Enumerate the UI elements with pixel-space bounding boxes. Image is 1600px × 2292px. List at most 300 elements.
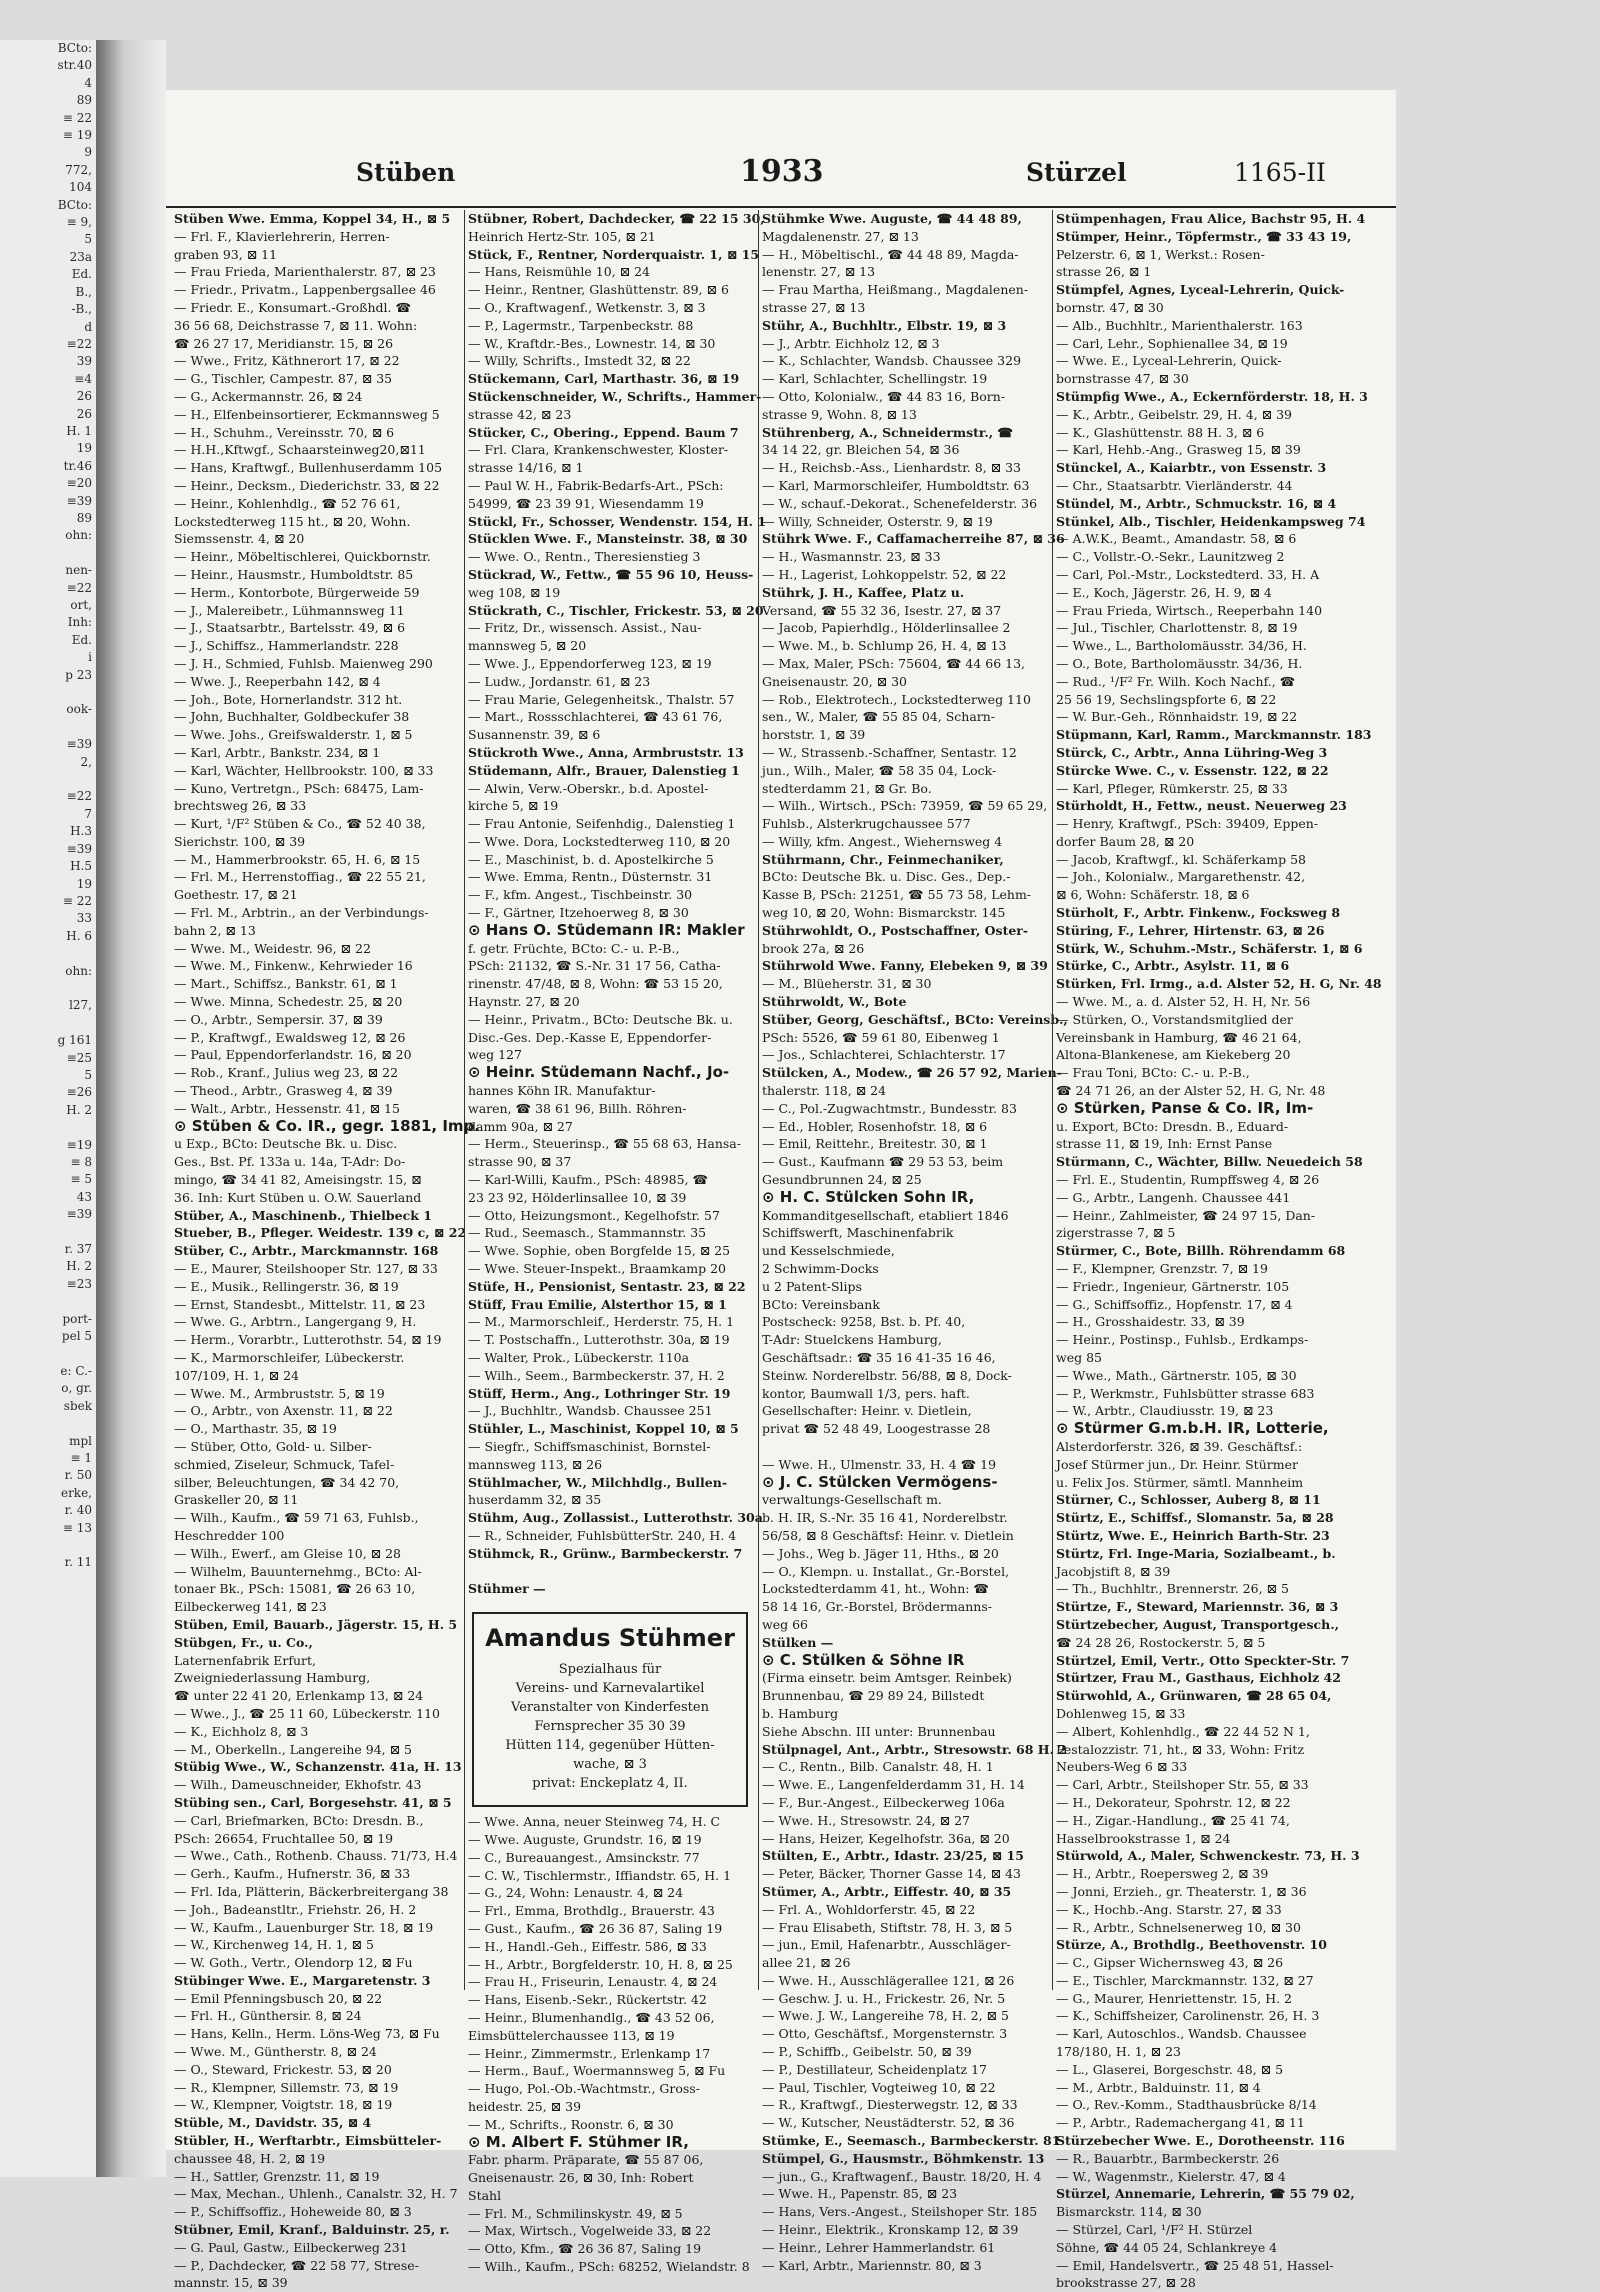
directory-entry-line: — H., Dekorateur, Spohrstr. 12, ⊠ 22 bbox=[1056, 1794, 1291, 1810]
directory-entry-line: — J., Malereibetr., Lühmannsweg 11 bbox=[174, 602, 405, 618]
directory-entry-line: mingo, ☎ 34 41 82, Ameisingstr. 15, ⊠ bbox=[174, 1172, 422, 1188]
directory-entry-line: mannsweg 113, ⊠ 26 bbox=[468, 1456, 603, 1472]
directory-entry-line: Eimsbüttelerchaussee 113, ⊠ 19 bbox=[468, 2027, 675, 2043]
previous-page-fragment bbox=[0, 719, 96, 736]
directory-entry-line: — Wwe. E., Langenfelderdamm 31, H. 14 bbox=[762, 1777, 1025, 1793]
directory-entry-line: — Wwe. Steuer-Inspekt., Braamkamp 20 bbox=[468, 1261, 726, 1277]
directory-entry-line: thalerstr. 118, ⊠ 24 bbox=[762, 1083, 887, 1099]
directory-entry-line: Stürk, W., Schuhm.-Mstr., Schäferstr. 1, ⊠ 6 bbox=[1056, 940, 1363, 956]
directory-entry-line: — Frl. M., Herrenstoffiag., ☎ 22 55 21, bbox=[174, 869, 426, 885]
directory-entry-line: — Rob., Elektrotech., Lockstedterweg 110 bbox=[762, 691, 1031, 707]
previous-page-fragment: 2, bbox=[80, 754, 92, 769]
directory-entry-line: Siehe Abschn. III unter: Brunnenbau bbox=[762, 1723, 996, 1739]
directory-entry-line: — K., Hochb.-Ang. Starstr. 27, ⊠ 33 bbox=[1056, 1901, 1282, 1917]
directory-entry-line: — E., Musik., Rellingerstr. 36, ⊠ 19 bbox=[174, 1278, 399, 1294]
directory-entry-line: Stührenberg, A., Schneidermstr., ☎ bbox=[762, 424, 1013, 440]
directory-entry-line: — P., Dachdecker, ☎ 22 58 77, Strese- bbox=[174, 2257, 419, 2273]
directory-entry-line: f. getr. Früchte, BCto: C.- u. P.-B., bbox=[468, 940, 680, 956]
directory-entry-line: — Kuno, Vertretgn., PSch: 68475, Lam- bbox=[174, 780, 424, 796]
directory-entry-line: Stühler, L., Maschinist, Koppel 10, ⊠ 5 bbox=[468, 1421, 739, 1437]
directory-entry-line: Heinrich Hertz-Str. 105, ⊠ 21 bbox=[468, 228, 656, 244]
directory-entry-line: Heschredder 100 bbox=[174, 1527, 285, 1543]
directory-entry-line: — W. Bur.-Geh., Rönnhaidstr. 19, ⊠ 22 bbox=[1056, 709, 1298, 725]
previous-page-fragment: ≡ 22 bbox=[62, 110, 92, 125]
directory-entry-line: — Wwe. Dora, Lockstedterweg 110, ⊠ 20 bbox=[468, 833, 731, 849]
directory-entry-line: — P., Schiffb., Geibelstr. 50, ⊠ 39 bbox=[762, 2044, 972, 2060]
directory-entry-line: — Karl, Marmorschleifer, Humboldtstr. 63 bbox=[762, 477, 1030, 493]
directory-entry-line: — Max, Wirtsch., Vogelweide 33, ⊠ 22 bbox=[468, 2223, 712, 2239]
directory-entry-line: rinenstr. 47/48, ⊠ 8, Wohn: ☎ 53 15 20, bbox=[468, 976, 723, 992]
previous-page-fragment: H.3 bbox=[70, 824, 92, 839]
previous-page-fragment: ≡19 bbox=[66, 1137, 92, 1152]
directory-entry-line: Stümpel, G., Hausmstr., Böhmkenstr. 13 bbox=[762, 2150, 1045, 2166]
directory-entry-line: — Friedr., Ingenieur, Gärtnerstr. 105 bbox=[1056, 1278, 1290, 1294]
directory-entry-line: graben 93, ⊠ 11 bbox=[174, 246, 278, 262]
directory-entry-line: — Frl. Ida, Plätterin, Bäckerbreitergang 38 bbox=[174, 1883, 449, 1899]
directory-entry-line: Jacobjstift 8, ⊠ 39 bbox=[1056, 1563, 1171, 1579]
directory-entry-line: Versand, ☎ 55 32 36, Isestr. 27, ⊠ 37 bbox=[762, 602, 1002, 618]
directory-entry-line: — H., Wasmannstr. 23, ⊠ 33 bbox=[762, 549, 941, 565]
previous-page-fragment: p 23 bbox=[65, 667, 92, 682]
advertisement-line: Spezialhaus für bbox=[558, 1662, 662, 1678]
directory-entry-line: — Hans, Eisenb.-Sekr., Rückertstr. 42 bbox=[468, 1992, 707, 2008]
previous-page-fragment: ≡39 bbox=[66, 1207, 92, 1222]
directory-entry-line: 25 56 19, Sechslingspforte 6, ⊠ 22 bbox=[1056, 691, 1277, 707]
previous-page-fragment: BCto: bbox=[57, 197, 92, 212]
previous-page-fragment: r. 40 bbox=[64, 1503, 92, 1518]
directory-entry-line: Stübgen, Fr., u. Co., bbox=[174, 1634, 313, 1650]
previous-page-fragment: H. 2 bbox=[66, 1259, 92, 1274]
previous-page-fragment: 43 bbox=[76, 1189, 92, 1204]
directory-entry-line: — Wwe. M., a. d. Alster 52, H. H, Nr. 56 bbox=[1056, 994, 1311, 1010]
directory-entry-line: Stühmke Wwe. Auguste, ☎ 44 48 89, bbox=[762, 211, 1022, 226]
directory-entry-line: — C., Bureauangest., Amsinckstr. 77 bbox=[468, 1849, 700, 1865]
previous-page-fragment: str.40 bbox=[57, 58, 92, 73]
directory-entry-line: — Wwe. G., Arbtrn., Langergang 9, H. bbox=[174, 1314, 417, 1330]
directory-entry-line: — K., Schiffsheizer, Carolinenstr. 26, H. 3 bbox=[1056, 2008, 1320, 2024]
directory-entry-line: Kasse B, PSch: 21251, ☎ 55 73 58, Lehm- bbox=[762, 887, 1032, 903]
directory-entry-line: — T. Postschaffn., Lutterothstr. 30a, ⊠ 19 bbox=[468, 1332, 730, 1348]
directory-entry-line: — Johs., Weg b. Jäger 11, Hths., ⊠ 20 bbox=[762, 1545, 999, 1561]
directory-entry-line: — Frl. H., Günthersir. 8, ⊠ 24 bbox=[174, 2008, 362, 2024]
directory-entry-line: — Karl, Arbtr., Mariennstr. 80, ⊠ 3 bbox=[762, 2257, 982, 2273]
directory-entry-line: — R., Bauarbtr., Barmbeckerstr. 26 bbox=[1056, 2150, 1280, 2166]
directory-entry-line: ⊠ 6, Wohn: Schäferstr. 18, ⊠ 6 bbox=[1056, 887, 1250, 903]
directory-entry-line: — Frau Frieda, Marienthalerstr. 87, ⊠ 23 bbox=[174, 264, 436, 280]
directory-entry-line: — Otto, Kolonialw., ☎ 44 83 16, Born- bbox=[762, 388, 1006, 404]
header-page-number: 1165-II bbox=[1234, 158, 1326, 187]
directory-entry-line: b. H. IR, S.-Nr. 35 16 41, Norderelbstr. bbox=[762, 1510, 1008, 1526]
directory-entry-line: ⊙ J. C. Stülcken Vermögens- bbox=[762, 1472, 998, 1491]
directory-entry-line: — J., Arbtr. Eichholz 12, ⊠ 3 bbox=[762, 335, 940, 351]
previous-page-fragment: 89 bbox=[76, 510, 92, 525]
directory-entry-line: — G., Schiffsoffiz., Hopfenstr. 17, ⊠ 4 bbox=[1056, 1296, 1293, 1312]
directory-entry-line: — H., Schuhm., Vereinsstr. 70, ⊠ 6 bbox=[174, 424, 395, 440]
directory-entry-line: — P., Schiffsoffiz., Hoheweide 80, ⊠ 3 bbox=[174, 2204, 412, 2220]
directory-entry-line: — Wwe. M., Armbruststr. 5, ⊠ 19 bbox=[174, 1385, 385, 1401]
directory-entry-line: Stühlmacher, W., Milchhdlg., Bullen- bbox=[468, 1474, 728, 1490]
previous-page-fragment: ≡23 bbox=[66, 1276, 92, 1291]
previous-page-fragment: 772, bbox=[65, 162, 92, 177]
previous-page-fragment bbox=[0, 1537, 96, 1554]
directory-entry-line: — Kurt, ¹/F² Stüben & Co., ☎ 52 40 38, bbox=[174, 816, 426, 832]
directory-entry-line: ⊙ Heinr. Stüdemann Nachf., Jo- bbox=[468, 1063, 730, 1082]
previous-page-fragment: ≡39 bbox=[66, 737, 92, 752]
directory-entry-line: Stüble, M., Davidstr. 35, ⊠ 4 bbox=[174, 2115, 372, 2131]
directory-entry-line: zigerstrasse 7, ⊠ 5 bbox=[1056, 1225, 1176, 1241]
directory-entry-line: Stüber, Georg, Geschäftsf., BCto: Vereinsb., bbox=[762, 1011, 1068, 1027]
directory-entry-line: Stürtzebecher, August, Transportgesch., bbox=[1056, 1616, 1339, 1632]
directory-entry-line: Stübig Wwe., W., Schanzenstr. 41a, H. 13 bbox=[174, 1759, 462, 1775]
directory-entry-line: — Ernst, Standesbt., Mittelstr. 11, ⊠ 23 bbox=[174, 1296, 426, 1312]
directory-entry-line: Bismarckstr. 114, ⊠ 30 bbox=[1056, 2204, 1202, 2220]
directory-entry-line: Stürcke Wwe. C., v. Essenstr. 122, ⊠ 22 bbox=[1056, 762, 1329, 778]
directory-entry-line: — Karl, Wächter, Hellbrookstr. 100, ⊠ 33 bbox=[174, 762, 434, 778]
directory-entry-line: Stürck, C., Arbtr., Anna Lühring-Weg 3 bbox=[1056, 744, 1328, 760]
directory-entry-line: — J., Schiffsz., Hammerlandstr. 228 bbox=[174, 638, 399, 654]
directory-entry-line: mannstr. 15, ⊠ 39 bbox=[174, 2275, 288, 2291]
previous-page-fragment: 23a bbox=[69, 249, 92, 264]
directory-entry-line: hannes Köhn IR. Manufaktur- bbox=[468, 1083, 656, 1099]
directory-entry-line: brechtsweg 26, ⊠ 33 bbox=[174, 798, 307, 814]
previous-page-fragment: d bbox=[84, 319, 92, 334]
previous-page-fragment: ≡26 bbox=[66, 1085, 92, 1100]
directory-entry-line: silber, Beleuchtungen, ☎ 34 42 70, bbox=[174, 1474, 400, 1490]
directory-entry-line: — jun., G., Kraftwagenf., Baustr. 18/20, H. 4 bbox=[762, 2168, 1042, 2184]
directory-entry-line: ⊙ H. C. Stülcken Sohn IR, bbox=[762, 1187, 975, 1206]
directory-entry-line: Stückemann, Carl, Marthastr. 36, ⊠ 19 bbox=[468, 371, 740, 387]
directory-entry-line: — John, Buchhalter, Goldbeckufer 38 bbox=[174, 709, 410, 725]
directory-entry-line: — W., Wagenmstr., Kielerstr. 47, ⊠ 4 bbox=[1056, 2168, 1286, 2184]
directory-entry-line: — Max, Mechan., Uhlenh., Canalstr. 32, H. 7 bbox=[174, 2186, 458, 2202]
directory-entry-line: Vereinsbank in Hamburg, ☎ 46 21 64, bbox=[1056, 1029, 1302, 1045]
previous-page-fragment bbox=[0, 945, 96, 962]
directory-entry-line: — Wilh., Dameuschneider, Ekhofstr. 43 bbox=[174, 1777, 422, 1793]
directory-entry-line: — F., Bur.-Angest., Eilbeckerweg 106a bbox=[762, 1794, 1005, 1810]
directory-entry-line: — Hugo, Pol.-Ob.-Wachtmstr., Gross- bbox=[468, 2081, 700, 2097]
directory-entry-line: — G., 24, Wohn: Lenaustr. 4, ⊠ 24 bbox=[468, 1885, 684, 1901]
directory-entry-line: Susannenstr. 39, ⊠ 6 bbox=[468, 727, 601, 743]
directory-entry-line: — Wilh., Seem., Barmbeckerstr. 37, H. 2 bbox=[468, 1367, 725, 1383]
directory-entry-line: strasse 9, Wohn. 8, ⊠ 13 bbox=[762, 406, 917, 422]
directory-entry-line: — G., Maurer, Henriettenstr. 15, H. 2 bbox=[1056, 1990, 1293, 2006]
directory-entry-line: Stüff, Herm., Ang., Lothringer Str. 19 bbox=[468, 1385, 731, 1401]
directory-entry-line: — H., Elfenbeinsortierer, Eckmannsweg 5 bbox=[174, 406, 440, 422]
directory-entry-line: Stündel, M., Arbtr., Schmuckstr. 16, ⊠ 4 bbox=[1056, 495, 1337, 511]
directory-entry-line: — M., Blüeherstr. 31, ⊠ 30 bbox=[762, 976, 932, 992]
previous-page-fragment bbox=[0, 1015, 96, 1032]
directory-entry-line: — Wilh., Wirtsch., PSch: 73959, ☎ 59 65 29, bbox=[762, 798, 1048, 814]
header-first-entry: Stüben bbox=[356, 158, 456, 187]
directory-entry-line: ⊙ C. Stülken & Söhne IR bbox=[762, 1650, 965, 1669]
directory-entry-line: Stülten, E., Arbtr., Idastr. 23/25, ⊠ 15 bbox=[762, 1848, 1024, 1864]
previous-page-fragment: 5 bbox=[84, 1067, 92, 1082]
previous-page-fragment: r. 37 bbox=[64, 1242, 92, 1257]
directory-entry-line: Stühmck, R., Grünw., Barmbeckerstr. 7 bbox=[468, 1545, 743, 1561]
directory-entry-line: Stühr, A., Buchhltr., Elbstr. 19, ⊠ 3 bbox=[762, 317, 1007, 333]
directory-entry-line: — H., Arbtr., Roepersweg 2, ⊠ 39 bbox=[1056, 1866, 1269, 1882]
directory-entry-line: — Chr., Staatsarbtr. Vierländerstr. 44 bbox=[1056, 477, 1293, 493]
directory-entry-line: Goethestr. 17, ⊠ 21 bbox=[174, 887, 298, 903]
directory-entry-line: — Th., Buchhltr., Brennerstr. 26, ⊠ 5 bbox=[1056, 1581, 1289, 1597]
directory-entry-line: brook 27a, ⊠ 26 bbox=[762, 940, 865, 956]
directory-entry-line: — Theod., Arbtr., Grasweg 4, ⊠ 39 bbox=[174, 1083, 393, 1099]
directory-entry-line: — O., Kraftwagenf., Wetkenstr. 3, ⊠ 3 bbox=[468, 299, 706, 315]
directory-entry-line: PSch: 26654, Fruchtallee 50, ⊠ 19 bbox=[174, 1830, 394, 1846]
directory-entry-line bbox=[468, 1563, 756, 1581]
directory-entry-line: und Kesselschmiede, bbox=[762, 1243, 895, 1259]
directory-entry-line: stedterdamm 21, ⊠ Gr. Bo. bbox=[762, 780, 932, 796]
directory-entry-line: privat ☎ 52 48 49, Loogestrasse 28 bbox=[762, 1421, 991, 1437]
directory-entry-line: — J. H., Schmied, Fuhlsb. Maienweg 290 bbox=[174, 655, 433, 671]
directory-entry-line: Sierichstr. 100, ⊠ 39 bbox=[174, 833, 306, 849]
directory-entry-line: — Hans, Vers.-Angest., Steilshoper Str. 185 bbox=[762, 2204, 1038, 2220]
directory-entry-line: Stürtz, Wwe. E., Heinrich Barth-Str. 23 bbox=[1056, 1527, 1330, 1543]
directory-entry-line: — Heinr., Zimmermstr., Erlenkamp 17 bbox=[468, 2045, 711, 2061]
previous-page-fragment: l27, bbox=[69, 998, 92, 1013]
previous-page-fragment: 26 bbox=[76, 406, 92, 421]
advertisement-line: Vereins- und Karnevalartikel bbox=[515, 1681, 705, 1697]
directory-entry-line: Stünckel, A., Kaiarbtr., von Essenstr. 3 bbox=[1056, 460, 1327, 476]
directory-entry-line: — Wwe. O., Rentn., Theresienstieg 3 bbox=[468, 549, 701, 565]
directory-entry-line: — Gust., Kaufmann ☎ 29 53 53, beim bbox=[762, 1154, 1004, 1170]
directory-entry-line: Stürtz, Frl. Inge-Maria, Sozialbeamt., b. bbox=[1056, 1545, 1336, 1561]
directory-entry-line: — Emil, Reittehr., Breitestr. 30, ⊠ 1 bbox=[762, 1136, 988, 1152]
advertisement-line: Fernsprecher 35 30 39 bbox=[534, 1719, 686, 1735]
previous-page-fragment: nen- bbox=[65, 563, 92, 578]
directory-entry-line: Lockstedterdamm 41, ht., Wohn: ☎ bbox=[762, 1581, 989, 1597]
directory-entry-line: — G., Tischler, Campestr. 87, ⊠ 35 bbox=[174, 371, 393, 387]
directory-entry-line: Stürken, Frl. Irmg., a.d. Alster 52, H. G, Nr. 48 bbox=[1056, 976, 1382, 992]
directory-entry-line: Stümpfel, Agnes, Lyceal-Lehrerin, Quick- bbox=[1056, 282, 1345, 298]
directory-entry-line: — Frl. M., Arbtrin., an der Verbindungs- bbox=[174, 905, 429, 921]
previous-page-fragment: ohn: bbox=[65, 963, 92, 978]
directory-entry-line: — Wwe. H., Papenstr. 85, ⊠ 23 bbox=[762, 2186, 958, 2202]
directory-entry-line: Pelzerstr. 6, ⊠ 1, Werkst.: Rosen- bbox=[1056, 246, 1265, 262]
directory-entry-line: — Henry, Kraftwgf., PSch: 39409, Eppen- bbox=[1056, 816, 1319, 832]
previous-page-fragment: ort, bbox=[70, 598, 92, 612]
directory-entry-line: Stürwohld, A., Grünwaren, ☎ 28 65 04, bbox=[1056, 1688, 1332, 1704]
directory-entry-line bbox=[762, 1438, 1050, 1456]
directory-entry-line: — Otto, Geschäftsf., Morgensternstr. 3 bbox=[762, 2026, 1008, 2042]
directory-entry-line: Stülcken, A., Modew., ☎ 26 57 92, Marien- bbox=[762, 1065, 1062, 1081]
directory-entry-line: — Willy, kfm. Angest., Wiehernsweg 4 bbox=[762, 833, 1003, 849]
directory-entry-line: — O., Steward, Frickestr. 53, ⊠ 20 bbox=[174, 2061, 392, 2077]
directory-entry-line: — Emil Pfenningsbusch 20, ⊠ 22 bbox=[174, 1990, 383, 2006]
directory-entry-line: Stührk Wwe. F., Caffamacherreihe 87, ⊠ 36 bbox=[762, 531, 1065, 547]
directory-entry-line: Stüring, F., Lehrer, Hirtenstr. 63, ⊠ 26 bbox=[1056, 922, 1325, 938]
previous-page-fragment: 4 bbox=[84, 75, 92, 90]
directory-entry-line: — Stüber, Otto, Gold- u. Silber- bbox=[174, 1438, 372, 1454]
directory-entry-line: Stürtz, E., Schiffsf., Slomanstr. 5a, ⊠ 28 bbox=[1056, 1510, 1334, 1526]
directory-entry-line: — Wwe. M., Finkenw., Kehrwieder 16 bbox=[174, 958, 413, 974]
previous-page-fragment bbox=[0, 1415, 96, 1432]
directory-entry-line: u. Felix Jos. Stürmer, sämtl. Mannheim bbox=[1056, 1474, 1304, 1490]
directory-entry-line: — F., kfm. Angest., Tischbeinstr. 30 bbox=[468, 887, 693, 903]
directory-entry-line: weg 66 bbox=[762, 1616, 808, 1632]
previous-page-fragment bbox=[0, 1345, 96, 1362]
directory-entry-line: — Wwe. H., Stresowstr. 24, ⊠ 27 bbox=[762, 1812, 970, 1828]
directory-entry-line: ☎ unter 22 41 20, Erlenkamp 13, ⊠ 24 bbox=[174, 1688, 424, 1704]
directory-entry-line: Fuhlsb., Alsterkrugchaussee 577 bbox=[762, 816, 971, 832]
directory-entry-line: — G., Arbtr., Langenh. Chaussee 441 bbox=[1056, 1189, 1291, 1205]
directory-entry-line: ☎ 24 28 26, Rostockerstr. 5, ⊠ 5 bbox=[1056, 1634, 1266, 1650]
directory-entry-line: weg 127 bbox=[468, 1047, 522, 1063]
directory-entry-line: — Wwe. Johs., Greifswalderstr. 1, ⊠ 5 bbox=[174, 727, 413, 743]
directory-entry-line: — Frl. Clara, Krankenschwester, Kloster- bbox=[468, 442, 729, 458]
directory-entry-line: Stücker, C., Obering., Eppend. Baum 7 bbox=[468, 424, 739, 440]
directory-entry-line: heidestr. 25, ⊠ 39 bbox=[468, 2098, 582, 2114]
directory-entry-line: bornstr. 47, ⊠ 30 bbox=[1056, 299, 1164, 315]
directory-entry-line: — Wwe. Anna, neuer Steinweg 74, H. C bbox=[468, 1814, 721, 1830]
directory-entry-line: — C., Vollstr.-O.-Sekr., Launitzweg 2 bbox=[1056, 549, 1285, 565]
directory-entry-line: — Mart., Rossschlachterei, ☎ 43 61 76, bbox=[468, 709, 723, 725]
directory-entry-line: — Paul, Tischler, Vogteiweg 10, ⊠ 22 bbox=[762, 2079, 996, 2095]
directory-entry-line: — Geschw. J. u. H., Frickestr. 26, Nr. 5 bbox=[762, 1990, 1006, 2006]
directory-entry-line: allee 21, ⊠ 26 bbox=[762, 1955, 851, 1971]
directory-entry-line: 23 23 92, Hölderlinsallee 10, ⊠ 39 bbox=[468, 1189, 687, 1205]
previous-page-fragment bbox=[0, 980, 96, 997]
advertisement-line: privat: Enckeplatz 4, II. bbox=[532, 1776, 688, 1792]
directory-entry-line: — Frau Martha, Heißmang., Magdalenen- bbox=[762, 282, 1029, 298]
directory-entry-line: — Wwe. E., Lyceal-Lehrerin, Quick- bbox=[1056, 353, 1282, 369]
directory-entry-line: Stüdemann, Alfr., Brauer, Dalenstieg 1 bbox=[468, 762, 740, 778]
previous-page-fragment: Ed. bbox=[71, 632, 92, 647]
directory-entry-line: — C., Pol.-Zugwachtmstr., Bundesstr. 83 bbox=[762, 1100, 1017, 1116]
directory-entry-line: waren, ☎ 38 61 96, Billh. Röhren- bbox=[468, 1100, 687, 1116]
directory-entry-line: Gneisenaustr. 20, ⊠ 30 bbox=[762, 673, 907, 689]
directory-entry-line: — Alb., Buchhltr., Marienthalerstr. 163 bbox=[1056, 317, 1303, 333]
previous-page-fragment bbox=[0, 1224, 96, 1241]
directory-entry-line: — P., Arbtr., Rademachergang 41, ⊠ 11 bbox=[1056, 2115, 1305, 2131]
directory-entry-line: Söhne, ☎ 44 05 24, Schlankreye 4 bbox=[1056, 2239, 1278, 2255]
directory-entry-line: — Jos., Schlachterei, Schlachterstr. 17 bbox=[762, 1047, 1006, 1063]
directory-entry-line: horststr. 1, ⊠ 39 bbox=[762, 727, 866, 743]
directory-entry-line: weg 85 bbox=[1056, 1350, 1102, 1365]
directory-entry-line: — M., Hammerbrookstr. 65, H. 6, ⊠ 15 bbox=[174, 851, 421, 867]
previous-page-fragment: ≡20 bbox=[66, 476, 92, 491]
directory-entry-line: Stürtzer, Frau M., Gasthaus, Eichholz 42 bbox=[1056, 1670, 1341, 1686]
previous-page-fragment: ≡39 bbox=[66, 841, 92, 856]
previous-page-fragment: ≡25 bbox=[66, 1050, 92, 1065]
previous-page-fragment: 19 bbox=[76, 876, 92, 891]
directory-entry-line: 2 Schwimm-Docks bbox=[762, 1261, 879, 1277]
directory-entry-line: — Friedr. E., Konsumart.-Großhdl. ☎ bbox=[174, 299, 412, 315]
header-last-entry: Stürzel bbox=[1026, 158, 1127, 187]
header-rule bbox=[166, 206, 1396, 208]
directory-entry-line: — Emil, Handelsvertr., ☎ 25 48 51, Hassel- bbox=[1056, 2257, 1334, 2273]
directory-entry-line: u 2 Patent-Slips bbox=[762, 1278, 862, 1294]
previous-page-fragment: H.5 bbox=[70, 859, 92, 874]
advertisement-line: Hütten 114, gegenüber Hütten- bbox=[505, 1738, 715, 1754]
directory-entry-line: Stührwohldt, O., Postschaffner, Oster- bbox=[762, 922, 1029, 938]
directory-entry-line: — P., Kraftwgf., Ewaldsweg 12, ⊠ 26 bbox=[174, 1029, 406, 1045]
directory-entry-line: lenenstr. 27, ⊠ 13 bbox=[762, 264, 876, 280]
directory-entry-line: — Wwe. Emma, Rentn., Düsternstr. 31 bbox=[468, 869, 713, 885]
previous-page-fragment: ≡22 bbox=[66, 580, 92, 595]
directory-entry-line: — Heinr., Hausmstr., Humboldtstr. 85 bbox=[174, 566, 414, 582]
previous-page-fragment: ≡4 bbox=[74, 371, 92, 386]
directory-entry-line: — Hans, Kraftwgf., Bullenhuserdamm 105 bbox=[174, 460, 443, 476]
directory-entry-line: — Wilh., Kaufm., PSch: 68252, Wielandstr. 8 bbox=[468, 2259, 750, 2275]
directory-entry-line: — jun., Emil, Hafenarbtr., Ausschläger- bbox=[762, 1937, 1011, 1953]
directory-entry-line: verwaltungs-Gesellschaft m. bbox=[762, 1492, 942, 1508]
directory-entry-line: — K., Glashüttenstr. 88 H. 3, ⊠ 6 bbox=[1056, 424, 1265, 440]
directory-entry-line: ⊙ Stüben & Co. IR., gegr. 1881, Imp. bbox=[174, 1116, 480, 1135]
directory-entry-line: — M., Oberkelln., Langereihe 94, ⊠ 5 bbox=[174, 1741, 413, 1757]
directory-entry-line: Stürzel, Annemarie, Lehrerin, ☎ 55 79 02, bbox=[1056, 2186, 1355, 2202]
directory-entry-line: Stüpmann, Karl, Ramm., Marckmannstr. 183 bbox=[1056, 727, 1372, 743]
directory-entry-line: — E., Maschinist, b. d. Apostelkirche 5 bbox=[468, 851, 714, 867]
directory-entry-line: Stüber, A., Maschinenb., Thielbeck 1 bbox=[174, 1207, 432, 1223]
directory-entry-line: — K., Schlachter, Wandsb. Chaussee 329 bbox=[762, 353, 1022, 369]
directory-entry-line: — Karl-Willi, Kaufm., PSch: 48985, ☎ bbox=[468, 1172, 709, 1188]
directory-entry-line: Stücklen Wwe. F., Mansteinstr. 38, ⊠ 30 bbox=[468, 531, 748, 547]
previous-page-fragment: 19 bbox=[76, 441, 92, 456]
directory-entry-line: Fabr. pharm. Präparate, ☎ 55 87 06, bbox=[468, 2152, 704, 2168]
directory-entry-line: Stühmer — bbox=[468, 1581, 546, 1597]
directory-entry-line: — P., Destillateur, Scheidenplatz 17 bbox=[762, 2061, 987, 2077]
previous-page-fragment: pel 5 bbox=[61, 1329, 92, 1344]
directory-entry-line: — H., Möbeltischl., ☎ 44 48 89, Magda- bbox=[762, 246, 1019, 262]
previous-page-fragment: ≡ 5 bbox=[70, 1172, 92, 1187]
directory-entry-line: — Heinr., Lehrer Hammerlandstr. 61 bbox=[762, 2239, 996, 2255]
directory-entry-line: Stürner, C., Schlosser, Auberg 8, ⊠ 11 bbox=[1056, 1492, 1321, 1508]
directory-entry-line: — Otto, Heizungsmont., Kegelhofstr. 57 bbox=[468, 1207, 720, 1223]
directory-entry-line: Stückenschneider, W., Schrifts., Hammer- bbox=[468, 388, 762, 404]
directory-entry-line: ⊙ Stürken, Panse & Co. IR, Im- bbox=[1056, 1098, 1314, 1117]
directory-entry-line: — Wilh., Ewerf., am Gleise 10, ⊠ 28 bbox=[174, 1545, 402, 1561]
directory-entry-line: strasse 26, ⊠ 1 bbox=[1056, 264, 1152, 280]
directory-entry-line: — H., Sattler, Grenzstr. 11, ⊠ 19 bbox=[174, 2168, 380, 2184]
column-2 bbox=[468, 210, 767, 2275]
directory-entry-line: — Alwin, Verw.-Oberskr., b.d. Apostel- bbox=[468, 780, 709, 796]
column-4 bbox=[1056, 210, 1382, 2291]
directory-entry-line: — C. W., Tischlermstr., Iffiandstr. 65, H. 1 bbox=[468, 1867, 732, 1883]
directory-entry-line: Stübler, H., Werftarbtr., Eimsbütteler- bbox=[174, 2133, 442, 2149]
directory-entry-line: — E., Maurer, Steilshooper Str. 127, ⊠ 33 bbox=[174, 1261, 438, 1277]
directory-entry-line: — Frl., Emma, Brothdlg., Brauerstr. 43 bbox=[468, 1903, 715, 1919]
directory-entry-line: — Carl, Lehr., Sophienallee 34, ⊠ 19 bbox=[1056, 335, 1288, 351]
directory-entry-line: BCto: Vereinsbank bbox=[762, 1296, 880, 1312]
directory-entry-line: — L., Glaserei, Borgeschstr. 48, ⊠ 5 bbox=[1056, 2061, 1284, 2077]
directory-entry-line: Stüber, C., Arbtr., Marckmannstr. 168 bbox=[174, 1243, 439, 1259]
previous-page-fragment: 9 bbox=[84, 145, 92, 160]
previous-page-fragment: ≡39 bbox=[66, 493, 92, 508]
previous-page-fragment: 104 bbox=[69, 180, 92, 195]
directory-entry-line: — W., Arbtr., Claudiusstr. 19, ⊠ 23 bbox=[1056, 1403, 1274, 1419]
directory-entry-line: — H., Zigar.-Handlung., ☎ 25 41 74, bbox=[1056, 1812, 1290, 1828]
directory-entry-line: — W., Kraftdr.-Bes., Lownestr. 14, ⊠ 30 bbox=[468, 335, 716, 351]
directory-entry-line: Ges., Bst. Pf. 133a u. 14a, T-Adr: Do- bbox=[174, 1154, 406, 1170]
directory-entry-line: — Frau Toni, BCto: C.- u. P.-B., bbox=[1056, 1065, 1250, 1081]
directory-entry-line: damm 90a, ⊠ 27 bbox=[468, 1118, 573, 1134]
directory-entry-line: bornstrasse 47, ⊠ 30 bbox=[1056, 371, 1189, 387]
directory-entry-line: — Wwe. M., Güntherstr. 8, ⊠ 24 bbox=[174, 2044, 377, 2060]
directory-entry-line: — W., Kaufm., Lauenburger Str. 18, ⊠ 19 bbox=[174, 1919, 434, 1935]
directory-entry-line: — Heinr., Blumenhandlg., ☎ 43 52 06, bbox=[468, 2009, 715, 2025]
previous-page-fragment: tr.46 bbox=[63, 458, 92, 473]
directory-entry-line: — W., Kutscher, Neustädterstr. 52, ⊠ 36 bbox=[762, 2115, 1015, 2131]
directory-entry-line: Stürmann, C., Wächter, Billw. Neuedeich 58 bbox=[1056, 1154, 1363, 1170]
directory-entry-line: Graskeller 20, ⊠ 11 bbox=[174, 1492, 299, 1508]
directory-entry-line: — Rud., ¹/F² Fr. Wilh. Koch Nachf., ☎ bbox=[1056, 673, 1296, 689]
directory-entry-line: — C., Rentn., Bilb. Canalstr. 48, H. 1 bbox=[762, 1759, 994, 1775]
directory-entry-line: Stückroth Wwe., Anna, Armbruststr. 13 bbox=[468, 744, 744, 760]
directory-entry-line: — Frau Antonie, Seifenhdig., Dalenstieg 1 bbox=[468, 816, 736, 832]
previous-page-fragment: g 161 bbox=[57, 1033, 92, 1048]
directory-entry-line: — E., Koch, Jägerstr. 26, H. 9, ⊠ 4 bbox=[1056, 584, 1272, 600]
